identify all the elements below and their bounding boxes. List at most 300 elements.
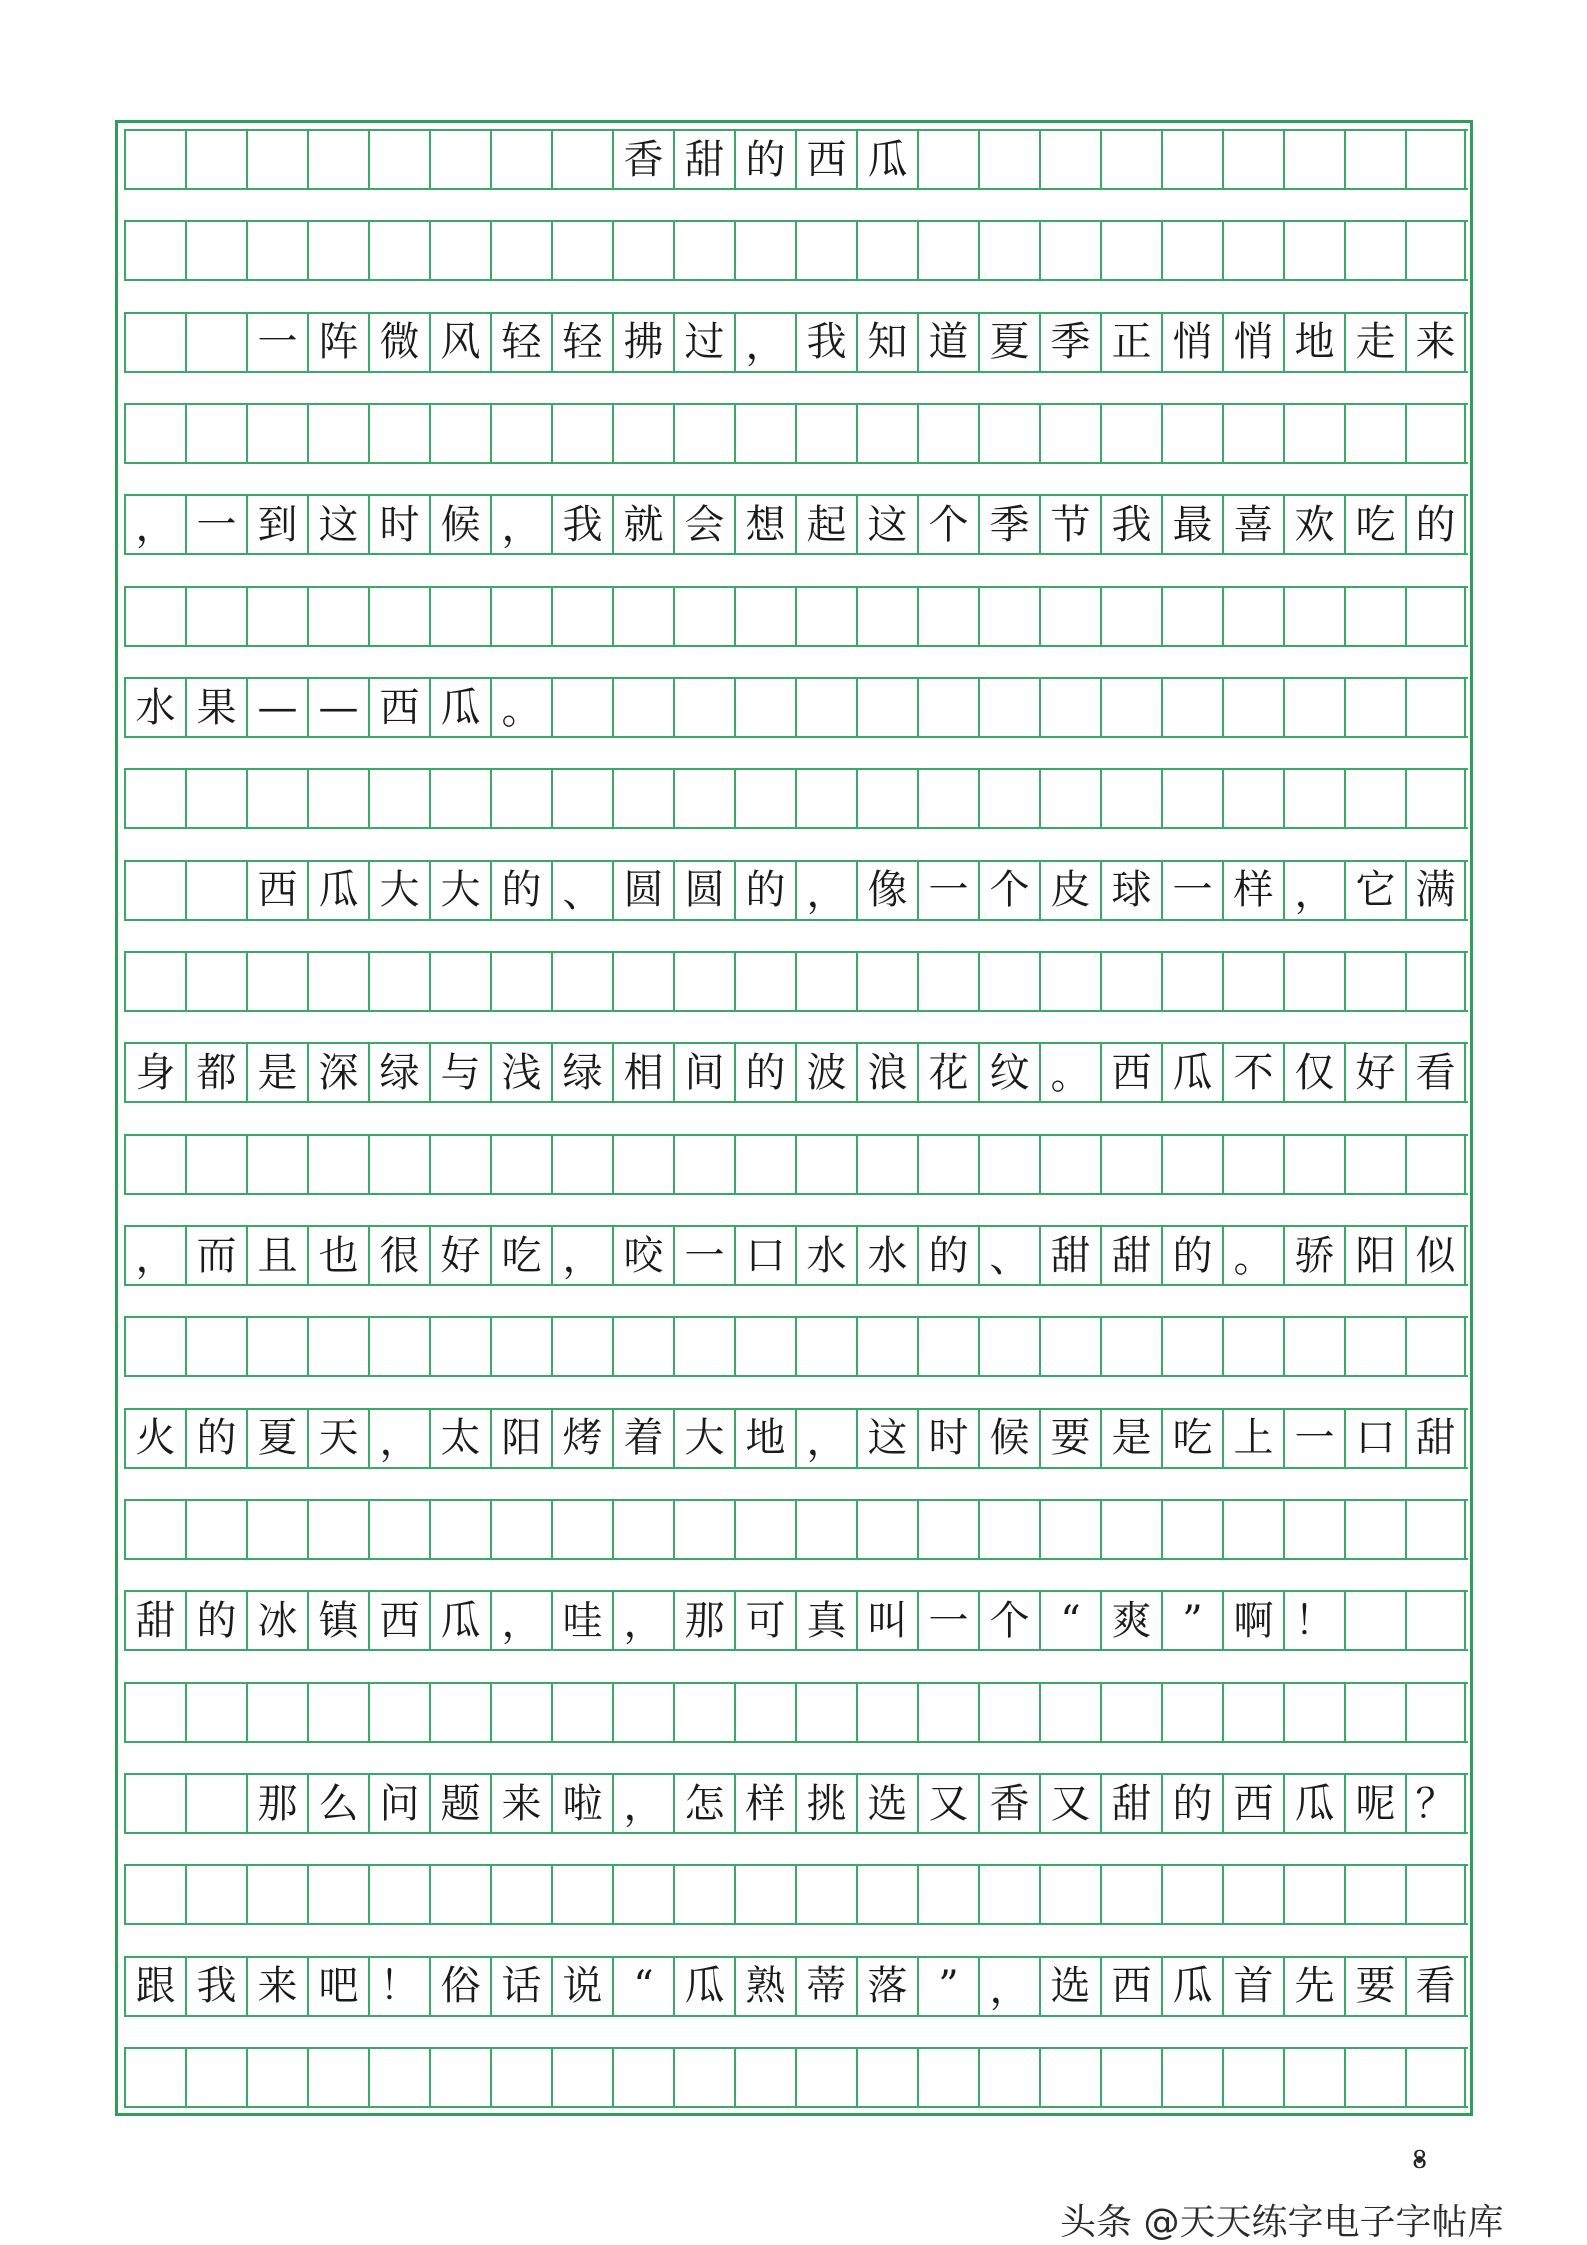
grid-cell <box>795 1136 856 1193</box>
grid-cell <box>246 1501 307 1558</box>
grid-cell <box>429 1318 490 1375</box>
grid-cell <box>185 770 246 827</box>
grid-cell <box>1283 405 1344 462</box>
grid-cell: — <box>246 679 307 736</box>
page-number: 8 <box>1412 2146 1428 2174</box>
grid-cell: 轻 <box>551 314 612 371</box>
grid-cell: 说 <box>551 1958 612 2015</box>
grid-cell: 间 <box>673 1044 734 1101</box>
grid-cell <box>917 1136 978 1193</box>
grid-cell <box>368 1501 429 1558</box>
grid-cell <box>795 1501 856 1558</box>
title-row <box>124 129 1468 190</box>
grid-cell: 阳 <box>490 1410 551 1467</box>
text-row <box>124 1773 1468 1834</box>
grid-cell <box>917 953 978 1010</box>
grid-cell <box>368 1866 429 1923</box>
blank-row <box>124 1499 1468 1560</box>
grid-cell: 呢 <box>1344 1775 1405 1832</box>
grid-cell <box>856 1318 917 1375</box>
grid-cell <box>490 953 551 1010</box>
grid-cell: 地 <box>1283 314 1344 371</box>
grid-cell <box>490 1684 551 1741</box>
grid-cell: 西 <box>246 862 307 919</box>
grid-cell <box>368 953 429 1010</box>
grid-cell: 要 <box>1344 1958 1405 2015</box>
grid-cell: 俗 <box>429 1958 490 2015</box>
grid-cell: 夏 <box>978 314 1039 371</box>
grid-cell <box>795 1318 856 1375</box>
grid-cell <box>246 2049 307 2106</box>
grid-cell: 是 <box>246 1044 307 1101</box>
grid-cell <box>856 405 917 462</box>
grid-cell: 都 <box>185 1044 246 1101</box>
grid-cell <box>978 953 1039 1010</box>
grid-cell <box>1100 405 1161 462</box>
grid-cell <box>246 131 307 188</box>
grid-cell: 纹 <box>978 1044 1039 1101</box>
grid-cell: 知 <box>856 314 917 371</box>
grid-cell <box>307 953 368 1010</box>
grid-cell <box>1405 770 1466 827</box>
grid-cell: 满 <box>1405 862 1466 919</box>
grid-cell <box>185 314 246 371</box>
blank-row <box>124 1134 1468 1195</box>
grid-cell <box>551 953 612 1010</box>
grid-cell <box>856 2049 917 2106</box>
grid-cell: 又 <box>1039 1775 1100 1832</box>
grid-cell <box>124 953 185 1010</box>
grid-cell <box>368 405 429 462</box>
grid-cell: 与 <box>429 1044 490 1101</box>
grid-cell <box>978 1866 1039 1923</box>
grid-cell: 且 <box>246 1227 307 1284</box>
grid-cell <box>795 2049 856 2106</box>
grid-cell <box>1344 405 1405 462</box>
grid-cell: 吃 <box>490 1227 551 1284</box>
grid-cell <box>368 770 429 827</box>
grid-cell: 浪 <box>856 1044 917 1101</box>
grid-cell: 我 <box>1100 496 1161 553</box>
grid-cell <box>551 1318 612 1375</box>
grid-cell: 的 <box>185 1592 246 1649</box>
grid-cell <box>795 1684 856 1741</box>
grid-cell: 。 <box>490 679 551 736</box>
grid-cell: 的 <box>734 1044 795 1101</box>
grid-cell: 哇 <box>551 1592 612 1649</box>
grid-cell <box>1222 405 1283 462</box>
grid-cell <box>429 953 490 1010</box>
grid-cell: 起 <box>795 496 856 553</box>
grid-cell: 跟 <box>124 1958 185 2015</box>
grid-cell: 瓜 <box>1161 1044 1222 1101</box>
grid-cell: 个 <box>978 862 1039 919</box>
grid-cell <box>1344 222 1405 279</box>
grid-cell <box>185 131 246 188</box>
grid-cell <box>124 1775 185 1832</box>
grid-cell <box>124 1684 185 1741</box>
grid-cell: 花 <box>917 1044 978 1101</box>
grid-cell <box>1222 131 1283 188</box>
grid-cell: 喜 <box>1222 496 1283 553</box>
grid-cell: 甜 <box>673 131 734 188</box>
grid-cell <box>612 679 673 736</box>
grid-cell <box>1222 2049 1283 2106</box>
grid-cell <box>612 2049 673 2106</box>
grid-cell <box>978 1501 1039 1558</box>
grid-cell <box>917 588 978 645</box>
grid-cell <box>307 1136 368 1193</box>
grid-cell <box>1344 953 1405 1010</box>
grid-cell <box>795 679 856 736</box>
grid-cell <box>124 2049 185 2106</box>
grid-cell <box>490 1501 551 1558</box>
grid-cell: 圆 <box>673 862 734 919</box>
grid-cell: 候 <box>429 496 490 553</box>
grid-cell: 绿 <box>368 1044 429 1101</box>
grid-cell: 好 <box>429 1227 490 1284</box>
grid-cell <box>124 1136 185 1193</box>
grid-cell <box>734 953 795 1010</box>
grid-cell <box>978 405 1039 462</box>
grid-cell <box>1161 405 1222 462</box>
grid-cell <box>673 1136 734 1193</box>
grid-cell: 浅 <box>490 1044 551 1101</box>
grid-cell: 的 <box>734 131 795 188</box>
grid-cell: 走 <box>1344 314 1405 371</box>
grid-cell <box>1161 131 1222 188</box>
grid-cell: 水 <box>124 679 185 736</box>
grid-cell <box>1405 222 1466 279</box>
grid-cell <box>917 679 978 736</box>
grid-cell <box>1344 588 1405 645</box>
grid-cell <box>1039 953 1100 1010</box>
grid-cell <box>429 222 490 279</box>
grid-cell: 吧 <box>307 1958 368 2015</box>
grid-cell <box>1039 2049 1100 2106</box>
grid-cell <box>1100 131 1161 188</box>
grid-cell <box>124 1501 185 1558</box>
grid-cell: 的 <box>1161 1775 1222 1832</box>
grid-cell <box>307 1501 368 1558</box>
grid-cell: 天 <box>307 1410 368 1467</box>
grid-cell <box>856 679 917 736</box>
grid-cell <box>490 222 551 279</box>
grid-cell <box>1100 588 1161 645</box>
blank-row <box>124 586 1468 647</box>
grid-cell: 我 <box>185 1958 246 2015</box>
grid-cell <box>856 1136 917 1193</box>
grid-cell <box>1283 222 1344 279</box>
grid-cell: 水 <box>856 1227 917 1284</box>
grid-cell <box>1283 1684 1344 1741</box>
grid-cell: “ <box>1039 1592 1100 1649</box>
grid-cell <box>1039 131 1100 188</box>
grid-cell <box>1039 1684 1100 1741</box>
grid-cell: 太 <box>429 1410 490 1467</box>
grid-cell <box>1405 1592 1466 1649</box>
grid-cell <box>185 405 246 462</box>
grid-cell <box>551 588 612 645</box>
grid-cell <box>1344 1318 1405 1375</box>
grid-cell <box>1344 2049 1405 2106</box>
grid-cell: 一 <box>917 862 978 919</box>
text-row <box>124 1042 1468 1103</box>
grid-cell: 看 <box>1405 1044 1466 1101</box>
grid-cell <box>1283 679 1344 736</box>
grid-cell <box>612 1318 673 1375</box>
grid-cell: 的 <box>1405 496 1466 553</box>
grid-cell: ！ <box>368 1958 429 2015</box>
grid-cell <box>612 1136 673 1193</box>
grid-cell: 大 <box>429 862 490 919</box>
grid-cell: 最 <box>1161 496 1222 553</box>
grid-cell <box>673 405 734 462</box>
grid-cell <box>917 2049 978 2106</box>
grid-cell: 吃 <box>1161 1410 1222 1467</box>
grid-cell: 西 <box>1100 1044 1161 1101</box>
grid-cell: 时 <box>368 496 429 553</box>
grid-cell <box>1222 1684 1283 1741</box>
grid-cell <box>673 770 734 827</box>
grid-cell: 瓜 <box>1161 1958 1222 2015</box>
grid-cell: 大 <box>368 862 429 919</box>
grid-cell: 、 <box>551 862 612 919</box>
grid-cell <box>307 131 368 188</box>
blank-row <box>124 1864 1468 1925</box>
grid-cell <box>124 131 185 188</box>
grid-cell: 样 <box>734 1775 795 1832</box>
grid-cell <box>795 405 856 462</box>
grid-cell <box>1222 953 1283 1010</box>
grid-cell: 我 <box>795 314 856 371</box>
grid-cell <box>307 1684 368 1741</box>
grid-cell <box>1344 770 1405 827</box>
grid-cell <box>1283 588 1344 645</box>
grid-cell: 到 <box>246 496 307 553</box>
grid-cell: 那 <box>673 1592 734 1649</box>
grid-cell <box>917 405 978 462</box>
grid-cell: 熟 <box>734 1958 795 2015</box>
grid-cell <box>1405 1136 1466 1193</box>
grid-cell <box>429 131 490 188</box>
text-row <box>124 677 1468 738</box>
grid-cell: 。 <box>1039 1044 1100 1101</box>
grid-cell <box>490 588 551 645</box>
grid-cell: 甜 <box>1405 1410 1466 1467</box>
grid-cell <box>795 953 856 1010</box>
grid-cell <box>1405 953 1466 1010</box>
grid-cell <box>429 405 490 462</box>
grid-cell: 地 <box>734 1410 795 1467</box>
grid-cell <box>1161 588 1222 645</box>
grid-cell: ， <box>368 1410 429 1467</box>
grid-cell <box>1100 679 1161 736</box>
grid-cell: 香 <box>612 131 673 188</box>
grid-cell <box>551 679 612 736</box>
grid-cell: 烤 <box>551 1410 612 1467</box>
grid-cell: ， <box>795 1410 856 1467</box>
grid-cell: 果 <box>185 679 246 736</box>
blank-row <box>124 403 1468 464</box>
grid-cell <box>1161 2049 1222 2106</box>
grid-cell <box>1405 1318 1466 1375</box>
grid-cell <box>551 2049 612 2106</box>
blank-row <box>124 220 1468 281</box>
blank-row <box>124 768 1468 829</box>
grid-cell <box>551 1684 612 1741</box>
grid-cell <box>734 2049 795 2106</box>
grid-cell <box>429 1684 490 1741</box>
grid-cell <box>246 1318 307 1375</box>
grid-cell: 一 <box>246 314 307 371</box>
grid-cell <box>185 222 246 279</box>
grid-cell: 冰 <box>246 1592 307 1649</box>
grid-cell <box>1283 2049 1344 2106</box>
grid-cell: 啊 <box>1222 1592 1283 1649</box>
grid-cell <box>1039 1136 1100 1193</box>
grid-cell: 题 <box>429 1775 490 1832</box>
grid-cell <box>490 2049 551 2106</box>
grid-cell <box>1039 405 1100 462</box>
grid-cell <box>246 770 307 827</box>
grid-cell <box>978 588 1039 645</box>
grid-cell <box>673 679 734 736</box>
grid-cell: 欢 <box>1283 496 1344 553</box>
grid-cell: 来 <box>490 1775 551 1832</box>
grid-cell: 、 <box>978 1227 1039 1284</box>
grid-cell <box>1405 588 1466 645</box>
grid-cell <box>246 222 307 279</box>
grid-cell: 个 <box>917 496 978 553</box>
grid-cell: ， <box>612 1592 673 1649</box>
grid-cell: 着 <box>612 1410 673 1467</box>
grid-cell <box>307 2049 368 2106</box>
grid-cell <box>185 1501 246 1558</box>
grid-cell: ， <box>612 1775 673 1832</box>
grid-cell <box>1405 2049 1466 2106</box>
grid-cell: 季 <box>1039 314 1100 371</box>
text-row <box>124 1408 1468 1469</box>
grid-cell: ， <box>124 1227 185 1284</box>
grid-cell <box>612 405 673 462</box>
grid-cell <box>551 405 612 462</box>
grid-cell <box>429 1501 490 1558</box>
grid-cell <box>1161 1318 1222 1375</box>
grid-cell <box>1222 1136 1283 1193</box>
grid-cell: 的 <box>917 1227 978 1284</box>
grid-cell <box>856 1866 917 1923</box>
grid-cell: 绿 <box>551 1044 612 1101</box>
grid-cell: ， <box>1283 862 1344 919</box>
grid-cell <box>1039 1866 1100 1923</box>
grid-cell <box>1161 953 1222 1010</box>
grid-cell <box>429 1136 490 1193</box>
grid-cell <box>612 1684 673 1741</box>
grid-cell <box>917 1501 978 1558</box>
grid-cell: 甜 <box>124 1592 185 1649</box>
grid-cell: 甜 <box>1100 1775 1161 1832</box>
grid-cell: 瓜 <box>429 679 490 736</box>
text-row <box>124 494 1468 555</box>
grid-cell <box>795 1866 856 1923</box>
grid-cell <box>368 131 429 188</box>
grid-cell: 真 <box>795 1592 856 1649</box>
grid-cell: 甜 <box>1100 1227 1161 1284</box>
grid-cell: 我 <box>551 496 612 553</box>
grid-cell: 又 <box>917 1775 978 1832</box>
grid-cell: 皮 <box>1039 862 1100 919</box>
grid-cell <box>1283 1866 1344 1923</box>
blank-row <box>124 951 1468 1012</box>
grid-cell <box>1222 588 1283 645</box>
grid-cell: 上 <box>1222 1410 1283 1467</box>
grid-cell: ， <box>795 862 856 919</box>
grid-cell <box>307 405 368 462</box>
grid-cell <box>1405 1501 1466 1558</box>
grid-cell <box>1405 679 1466 736</box>
grid-cell <box>1283 1501 1344 1558</box>
grid-cell <box>856 770 917 827</box>
grid-cell <box>185 1318 246 1375</box>
grid-cell <box>1161 1684 1222 1741</box>
grid-cell: 啦 <box>551 1775 612 1832</box>
grid-cell: 口 <box>1344 1410 1405 1467</box>
grid-cell <box>307 770 368 827</box>
grid-cell: 西 <box>795 131 856 188</box>
grid-cell: 甜 <box>1039 1227 1100 1284</box>
grid-cell <box>429 1866 490 1923</box>
grid-cell: 相 <box>612 1044 673 1101</box>
grid-cell <box>1222 1318 1283 1375</box>
grid-cell <box>1100 222 1161 279</box>
grid-cell <box>185 2049 246 2106</box>
grid-cell: ” <box>917 1958 978 2015</box>
grid-cell <box>795 770 856 827</box>
grid-cell <box>1283 1318 1344 1375</box>
grid-cell: ， <box>734 314 795 371</box>
grid-cell <box>795 222 856 279</box>
grid-cell: 球 <box>1100 862 1161 919</box>
grid-cell <box>124 405 185 462</box>
grid-cell <box>1039 222 1100 279</box>
grid-cell: 叫 <box>856 1592 917 1649</box>
grid-cell <box>1283 131 1344 188</box>
grid-cell <box>490 1866 551 1923</box>
grid-cell: 悄 <box>1222 314 1283 371</box>
grid-cell: 火 <box>124 1410 185 1467</box>
grid-cell: 口 <box>734 1227 795 1284</box>
grid-cell <box>673 1866 734 1923</box>
grid-cell: 就 <box>612 496 673 553</box>
grid-cell <box>551 1866 612 1923</box>
grid-cell: 个 <box>978 1592 1039 1649</box>
grid-cell: 选 <box>856 1775 917 1832</box>
grid-cell <box>490 131 551 188</box>
grid-cell: 一 <box>1161 862 1222 919</box>
text-row <box>124 1590 1468 1651</box>
grid-cell <box>978 2049 1039 2106</box>
grid-cell <box>1161 1136 1222 1193</box>
grid-cell <box>1161 770 1222 827</box>
grid-cell <box>1100 1136 1161 1193</box>
grid-cell <box>551 131 612 188</box>
grid-cell: 瓜 <box>307 862 368 919</box>
grid-cell: ， <box>978 1958 1039 2015</box>
grid-cell: 的 <box>734 862 795 919</box>
grid-cell <box>856 222 917 279</box>
grid-cell <box>978 131 1039 188</box>
